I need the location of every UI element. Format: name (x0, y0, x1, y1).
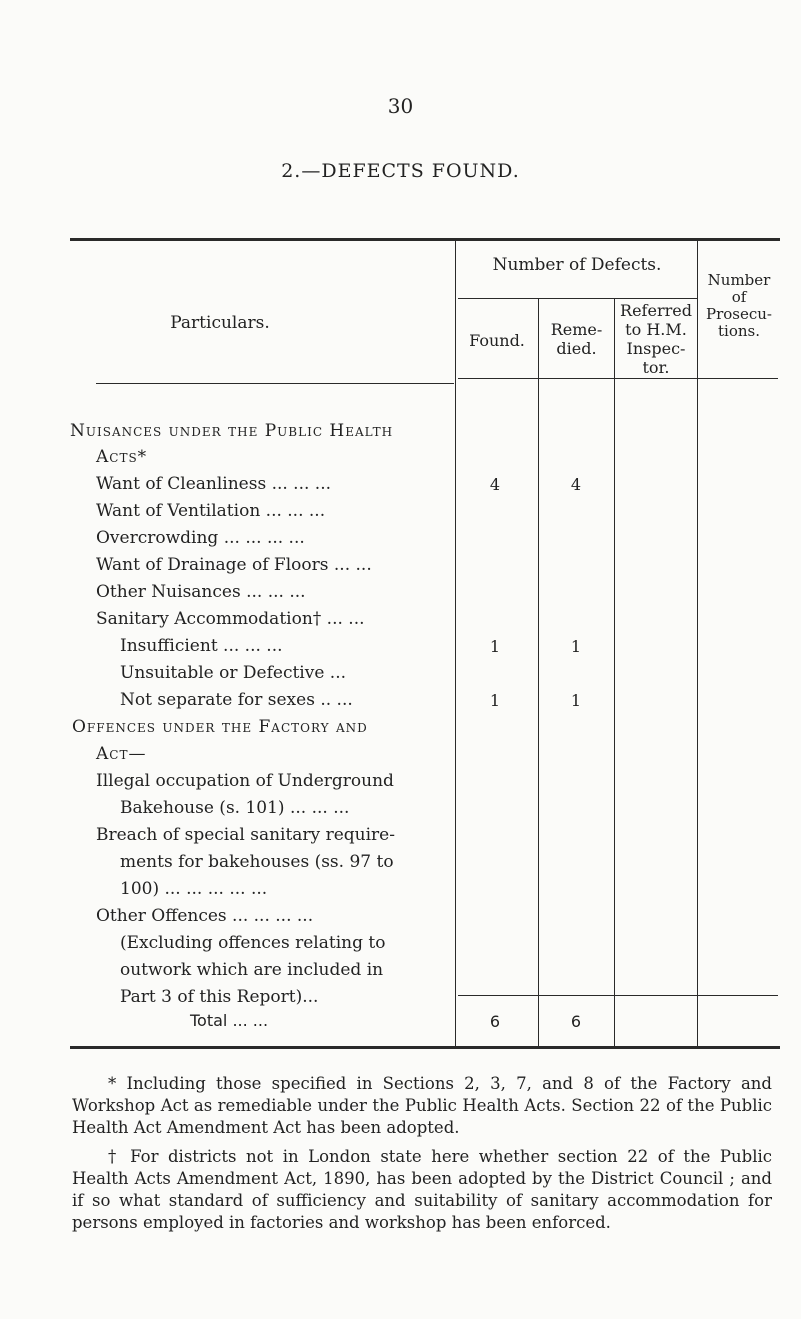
footnote-asterisk: * Including those specified in Sections 2, 3, 7, and 8 of the Factory and Workshop Act as remediable under the Public Health Acts. Section 22 of the Public Health Act Amendment Act has been adopted. (72, 1074, 772, 1137)
header-prosecutions: Number of Prosecu- tions. (706, 271, 772, 340)
row-label: Illegal occupation of Underground (96, 771, 394, 791)
columns-header-underline (458, 378, 778, 379)
row-label: Bakehouse (s. 101) ... ... ... (120, 798, 350, 818)
table-top-rule (70, 238, 780, 241)
header-found: Found. (469, 331, 525, 350)
row-label: Overcrowding ... ... ... ... (96, 528, 305, 548)
remedied-value: 4 (570, 475, 582, 494)
col-divider-1 (455, 241, 456, 1046)
row-label: Nuisances under the Public Health (70, 421, 394, 441)
total-remedied: 6 (570, 1012, 582, 1031)
row-label: Part 3 of this Report)... (120, 987, 319, 1007)
table-bottom-rule (70, 1046, 780, 1049)
total-found: 6 (489, 1012, 501, 1031)
row-label: 100) ... ... ... ... ... (120, 879, 268, 899)
total-label: Total ... ... (190, 1011, 269, 1030)
row-label: Breach of special sanitary require- (96, 825, 395, 845)
col-divider-3 (614, 299, 615, 1046)
particulars-header-underline (96, 383, 454, 384)
row-label: Insufficient ... ... ... (120, 636, 283, 656)
row-label: Want of Ventilation ... ... ... (96, 501, 326, 521)
row-label: Want of Cleanliness ... ... ... (96, 474, 332, 494)
remedied-value: 1 (570, 637, 582, 656)
row-label: Not separate for sexes .. ... (120, 690, 353, 710)
row-label: Want of Drainage of Floors ... ... (96, 555, 372, 575)
page-number: 30 (387, 94, 414, 118)
found-value: 1 (489, 691, 501, 710)
col-divider-4 (697, 241, 698, 1046)
found-value: 4 (489, 475, 501, 494)
row-label: Other Nuisances ... ... ... (96, 582, 306, 602)
row-label: Acts* (96, 447, 148, 467)
found-value: 1 (489, 637, 501, 656)
row-label: Unsuitable or Defective ... (120, 663, 347, 683)
remedied-value: 1 (570, 691, 582, 710)
section-title: 2.—DEFECTS FOUND. (281, 160, 520, 182)
row-label: (Excluding offences relating to (120, 933, 386, 953)
header-number-of-defects: Number of Defects. (492, 255, 662, 275)
row-label: Act— (96, 744, 147, 764)
defects-header-underline (458, 298, 698, 299)
header-referred: Referred to H.M. Inspec- tor. (620, 301, 692, 377)
row-label: Other Offences ... ... ... ... (96, 906, 314, 926)
row-label: outwork which are included in (120, 960, 384, 980)
total-top-rule (458, 995, 778, 996)
footnote-dagger: † For districts not in London state here whether section 22 of the Public Health Acts Amendment Act, 1890, has been adopted by the District Council ; and if so what standard of sufficiency and suitability of sanitary accommodation for persons employed in factories and workshop has been enforced. (72, 1147, 772, 1232)
col-divider-2 (538, 299, 539, 1046)
row-label: Sanitary Accommodation† ... ... (96, 609, 365, 629)
row-label: ments for bakehouses (ss. 97 to (120, 852, 394, 872)
row-label: Offences under the Factory and (72, 717, 368, 737)
header-particulars: Particulars. (170, 313, 270, 333)
header-remedied: Reme- died. (550, 320, 603, 358)
